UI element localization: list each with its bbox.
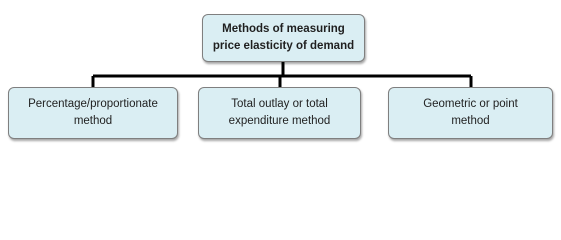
root-node [202,14,365,62]
root-node-label: Methods of measuring price elasticity of demand [212,23,355,52]
child-node-geometric-method [388,87,553,139]
child-node-label: Geometric or point method [423,98,518,127]
child-node-label: Total outlay or total expenditure method [228,98,331,127]
child-node-percentage-method [8,87,178,139]
child-node-total-outlay-method [198,87,361,139]
child-node-label: Percentage/proportionate method [28,98,158,127]
